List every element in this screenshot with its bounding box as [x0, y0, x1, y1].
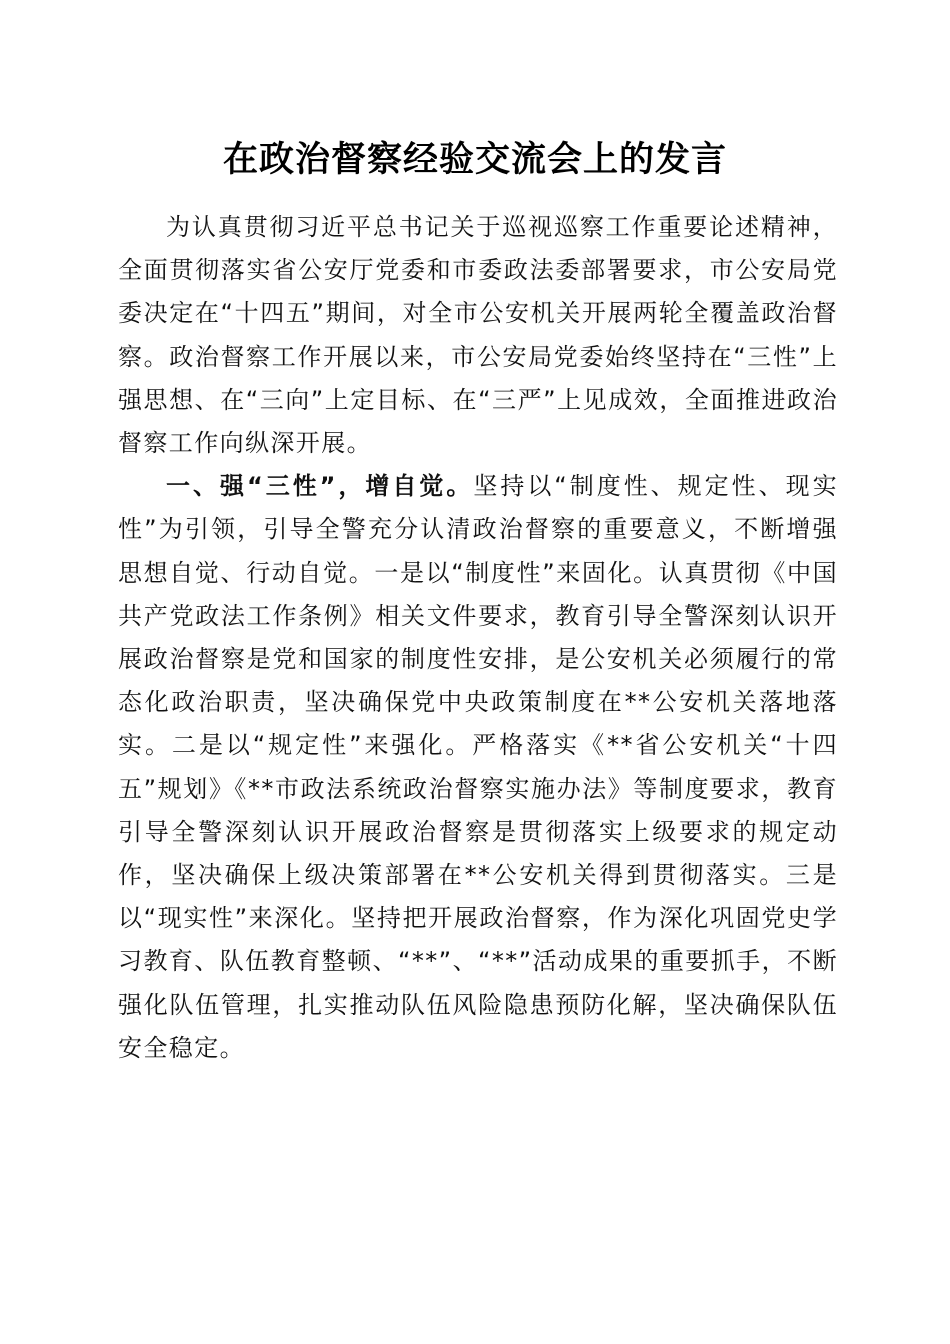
section-one-heading: 一、强“三性”，增自觉。	[166, 472, 474, 501]
section-one-text: 坚持以“制度性、规定性、现实性”为引领，引导全警充分认清政治督察的重要意义，不断增强思想自觉、行动自觉。一是以“制度性”来固化。认真贯彻《中国共产党政法工作条例》相关文件要求，教育引导全警深刻认识开展政治督察是党和国家的制度性安排，是公安机关必须履行的常态化政治职责，坚决确保党中央政策制度在**公安机关落地落实。二是以“规定性”来强化。严格落实《**省公安机关“十四五”规划》《**市政法系统政治督察实施办法》等制度要求，教育引导全警深刻认识开展政治督察是贯彻落实上级要求的规定动作，坚决确保上级决策部署在**公安机关得到贯彻落实。三是以“现实性”来深化。坚持把开展政治督察，作为深化巩固党史学习教育、队伍教育整顿、“**”、“**”活动成果的重要抓手，不断强化队伍管理，扎实推动队伍风险隐患预防化解，坚决确保队伍安全稳定。	[118, 472, 838, 1062]
paragraph-intro-text: 为认真贯彻习近平总书记关于巡视巡察工作重要论述精神，全面贯彻落实省公安厅党委和市委政法委部署要求，市公安局党委决定在“十四五”期间，对全市公安机关开展两轮全覆盖政治督察。政治督察工作开展以来，市公安局党委始终坚持在“三性”上强思想、在“三向”上定目标、在“三严”上见成效，全面推进政治督察工作向纵深开展。	[118, 213, 838, 458]
paragraph-section-one	[118, 465, 838, 1070]
document-title: 在政治督察经验交流会上的发言	[222, 139, 727, 180]
paragraph-intro	[118, 206, 838, 465]
document-body	[118, 206, 838, 1070]
